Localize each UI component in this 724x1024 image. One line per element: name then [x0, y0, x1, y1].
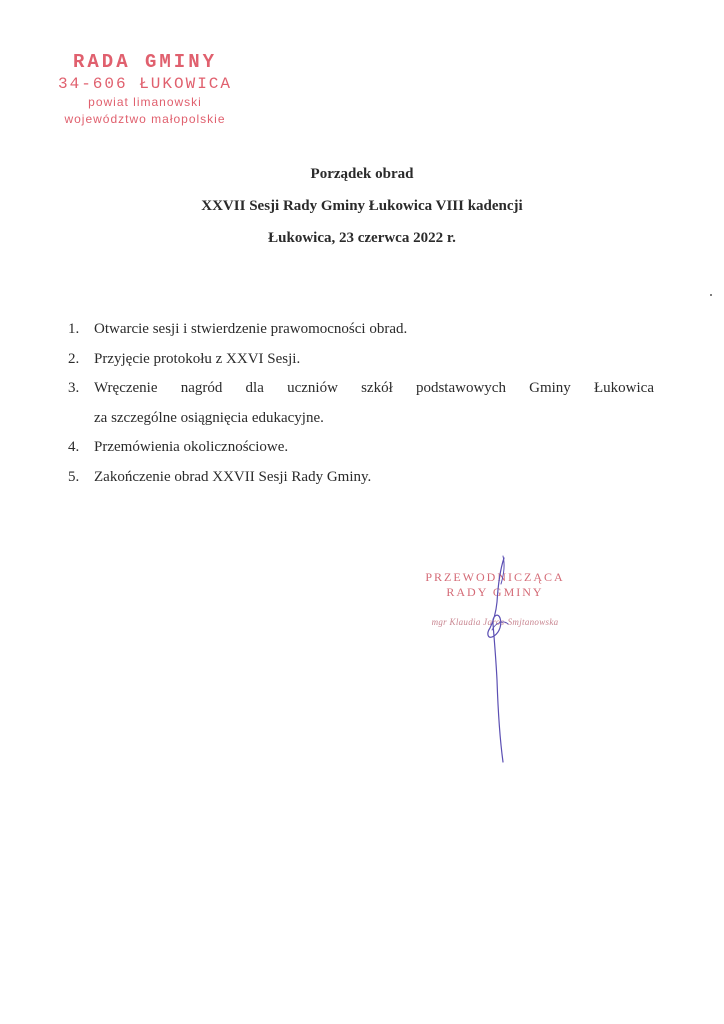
stamp-county: powiat limanowski — [88, 95, 202, 109]
agenda-item — [68, 433, 654, 463]
document-title: Porządek obrad — [310, 166, 414, 182]
agenda-item-text: Otwarcie sesji i stwierdzenie prawomocności obrad. — [94, 321, 408, 337]
stamp-council-name: RADA GMINY — [72, 51, 218, 73]
agenda-item-number: 1. — [68, 321, 80, 337]
agenda-item-text: Zakończenie obrad XXVII Sesji Rady Gminy. — [94, 468, 372, 485]
document-header — [0, 158, 724, 254]
place-date: Łukowica, 23 czerwca 2022 r. — [268, 230, 456, 246]
agenda-item — [68, 374, 654, 404]
stamp-voivodeship: województwo małopolskie — [64, 112, 226, 126]
agenda-item — [68, 463, 654, 493]
chairperson-title: PRZEWODNICZĄCA — [425, 570, 565, 584]
agenda-item-number: 4. — [68, 439, 80, 455]
agenda-item-continuation — [68, 404, 654, 434]
agenda-list — [68, 315, 654, 492]
agenda-item-text: Przemówienia okolicznościowe. — [94, 439, 289, 455]
agenda-item — [68, 345, 654, 375]
agenda-item-number: 3. — [68, 380, 80, 396]
agenda-item-text: Przyjęcie protokołu z XXVI Sesji. — [94, 350, 301, 367]
agenda-item-number: 5. — [68, 468, 80, 485]
agenda-item-text-continuation: za szczególne osiągnięcia edukacyjne. — [94, 409, 324, 426]
stray-mark — [710, 294, 712, 296]
agenda-item — [68, 315, 654, 345]
signature-stroke — [488, 558, 504, 762]
agenda-item-number: 2. — [68, 350, 80, 367]
chairperson-body: RADY GMINY — [446, 585, 544, 599]
session-title: XXVII Sesji Rady Gminy Łukowica VIII kadencji — [201, 198, 523, 214]
office-stamp — [30, 50, 260, 128]
stamp-address: 34-606 ŁUKOWICA — [57, 75, 233, 93]
handwritten-signature — [470, 550, 530, 770]
agenda-item-text: Wręczenie nagród dla uczniów szkół podstawowych Gminy Łukowica — [94, 380, 654, 396]
chairperson-name: mgr Klaudia Jaros-Smjtanowska — [431, 617, 559, 627]
